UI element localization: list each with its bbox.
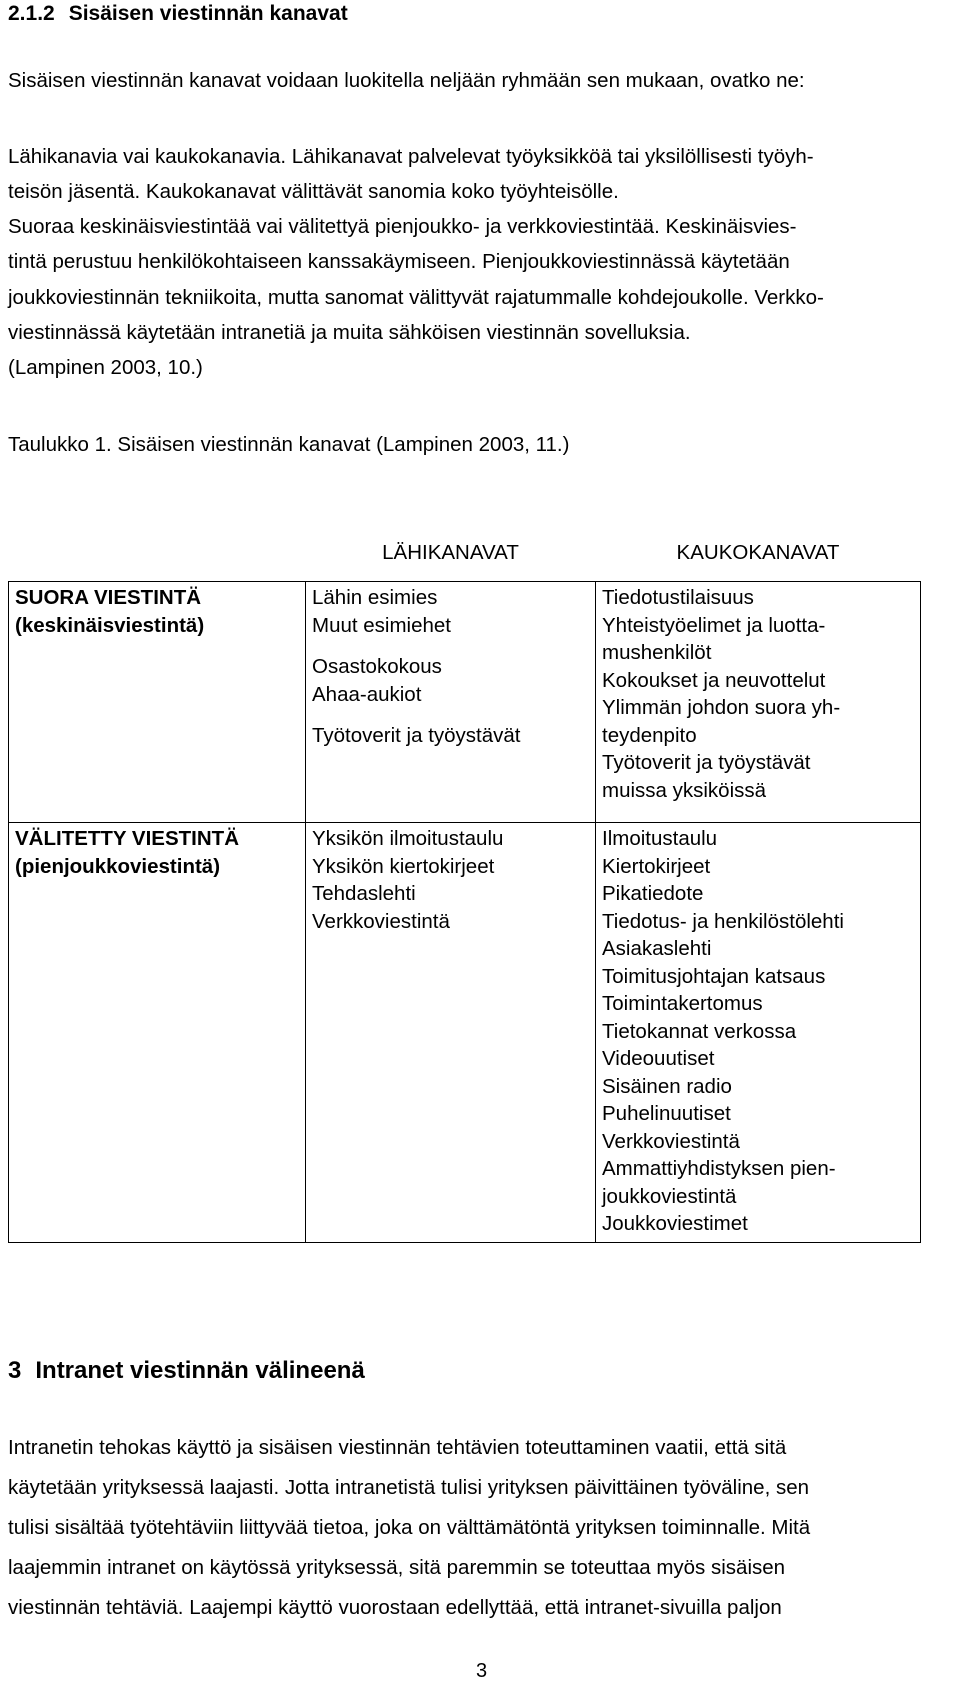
row-header-title: SUORA VIESTINTÄ <box>15 586 202 609</box>
cell-item: Kiertokirjeet <box>602 854 711 878</box>
section-heading-2-1-2 <box>8 2 348 26</box>
cell-valitetty-lahikanavat <box>306 823 596 1243</box>
section-title: Sisäisen viestinnän kanavat <box>68 2 348 25</box>
table-row-valitetty <box>9 823 921 1243</box>
cell-item: Verkkoviestintä <box>602 1129 740 1153</box>
cell-item: Lähin esimies <box>312 586 438 609</box>
section-heading-3 <box>8 1357 365 1385</box>
cell-item: Tiedotustilaisuus <box>602 586 754 609</box>
table-corner-cell <box>9 539 306 582</box>
intro-line: (Lampinen 2003, 10.) <box>8 356 203 379</box>
intro-line: tintä perustuu henkilökohtaiseen kanssakäymiseen. Pienjoukkoviestinnässä käytetään <box>8 250 790 273</box>
cell-gap <box>312 639 589 653</box>
body-line: laajemmin intranet on käytössä yrityksessä, sitä paremmin se toteuttaa myös sisäisen <box>8 1556 786 1579</box>
cell-item: Yksikön ilmoitustaulu <box>312 827 504 850</box>
cell-suora-lahikanavat <box>306 582 596 823</box>
body-line: Intranetin tehokas käyttö ja sisäisen viestinnän tehtävien toteuttaminen vaatii, että sitä <box>8 1436 787 1459</box>
cell-item: Yksikön kiertokirjeet <box>312 854 495 878</box>
section-number: 3 <box>8 1357 22 1384</box>
row-header-subtitle: (pienjoukkoviestintä) <box>15 854 221 878</box>
row-header-suora <box>9 582 306 823</box>
row-header-title: VÄLITETTY VIESTINTÄ <box>15 827 239 850</box>
cell-item: Toimintakertomus <box>602 992 763 1015</box>
cell-suora-kaukokanavat <box>596 582 921 823</box>
intro-line: Lähikanavia vai kaukokanavia. Lähikanavat palvelevat työyksikköä tai yksilöllisesti työyh- <box>8 145 814 168</box>
cell-item: Ahaa-aukiot <box>312 682 422 706</box>
row-header-subtitle: (keskinäisviestintä) <box>15 613 205 637</box>
cell-item: Verkkoviestintä <box>312 909 450 933</box>
table-header-row <box>9 539 921 582</box>
intro-line: joukkoviestinnän tekniikoita, mutta sanomat välittyvät rajatummalle kohdejoukolle. Verkko- <box>8 286 824 309</box>
cell-item: Muut esimiehet <box>312 613 452 637</box>
cell-item: Yhteistyöelimet ja luotta- <box>602 613 826 637</box>
cell-item: Videouutiset <box>602 1047 715 1070</box>
cell-item: Ammattiyhdistyksen pien- <box>602 1157 836 1180</box>
body-line: tulisi sisältää työtehtäviin liittyvää tietoa, joka on välttämätöntä yrityksen toiminnalle. Mitä <box>8 1516 811 1539</box>
cell-item: Puhelinuutiset <box>602 1102 731 1125</box>
cell-valitetty-kaukokanavat <box>596 823 921 1243</box>
cell-item: Työtoverit ja työystävät <box>602 751 811 774</box>
cell-item: muissa yksiköissä <box>602 778 767 802</box>
channels-table <box>8 539 921 1243</box>
table-caption: Taulukko 1. Sisäisen viestinnän kanavat (Lampinen 2003, 11.) <box>8 433 570 456</box>
section-number: 2.1.2 <box>8 2 55 25</box>
cell-item: Tietokannat verkossa <box>602 1019 797 1043</box>
cell-gap <box>312 708 589 722</box>
cell-item: Ilmoitustaulu <box>602 827 718 850</box>
cell-item: Sisäinen radio <box>602 1074 732 1098</box>
column-header-lahikanavat: LÄHIKANAVAT <box>382 541 519 564</box>
cell-item: Pikatiedote <box>602 882 704 905</box>
column-header-kaukokanavat: KAUKOKANAVAT <box>676 541 840 564</box>
cell-item: joukkoviestintä <box>602 1184 737 1208</box>
cell-item: Asiakaslehti <box>602 937 712 960</box>
intro-line: Suoraa keskinäisviestintää vai välitettyä pienjoukko- ja verkkoviestintää. Keskinäisvies- <box>8 215 797 238</box>
cell-item: Kokoukset ja neuvottelut <box>602 668 826 692</box>
body-line: käytetään yrityksessä laajasti. Jotta intranetistä tulisi yrityksen päivittäinen työväline, sen <box>8 1476 810 1499</box>
cell-item: Tehdaslehti <box>312 882 416 905</box>
intro-line: teisön jäsentä. Kaukokanavat välittävät sanomia koko työyhteisölle. <box>8 180 619 203</box>
section-title: Intranet viestinnän välineenä <box>35 1357 365 1384</box>
body-line: viestinnän tehtäviä. Laajempi käyttö vuorostaan edellyttää, että intranet-sivuilla paljon <box>8 1596 782 1619</box>
cell-item: teydenpito <box>602 723 697 747</box>
intro-line: Sisäisen viestinnän kanavat voidaan luokitella neljään ryhmään sen mukaan, ovatko ne: <box>8 69 805 92</box>
cell-item: mushenkilöt <box>602 641 712 664</box>
cell-item: Tiedotus- ja henkilöstölehti <box>602 909 844 933</box>
page-number: 3 <box>476 1660 488 1682</box>
cell-item: Ylimmän johdon suora yh- <box>602 696 841 719</box>
table-row-suora <box>9 582 921 823</box>
cell-item: Työtoverit ja työystävät <box>312 724 521 747</box>
intro-line: viestinnässä käytetään intranetiä ja muita sähköisen viestinnän sovelluksia. <box>8 321 691 344</box>
cell-item: Toimitusjohtajan katsaus <box>602 964 826 988</box>
cell-item: Joukkoviestimet <box>602 1212 748 1235</box>
cell-item: Osastokokous <box>312 655 442 678</box>
row-header-valitetty <box>9 823 306 1243</box>
